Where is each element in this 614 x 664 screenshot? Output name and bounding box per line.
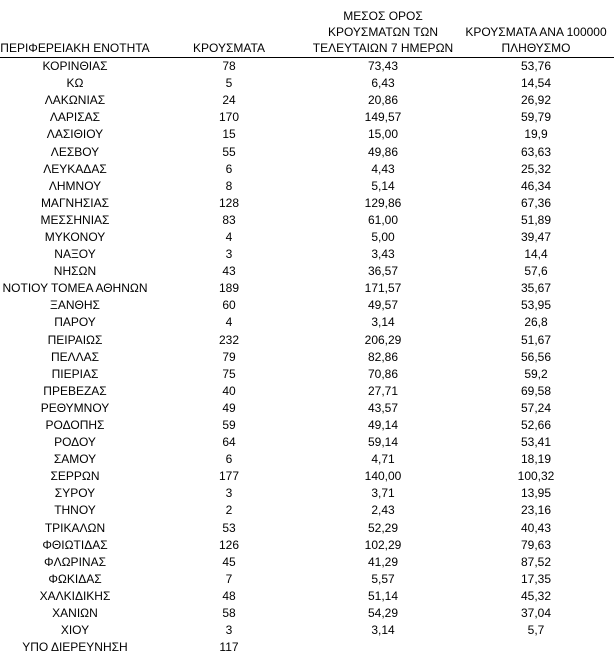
cell-region: ΣΑΜΟΥ [53,452,97,467]
table-row [0,332,614,349]
cell-avg7: 61,00 [367,212,399,227]
cell-cases: 7 [225,571,233,586]
header-avg7-label: ΜΕΣΟΣ ΟΡΟΣ ΚΡΟΥΣΜΑΤΩΝ ΤΩΝ ΤΕΛΕΥΤΑΙΩΝ 7 ΗΜΕΡΩΝ [312,9,454,55]
cell-cases: 8 [225,178,233,193]
cell-per100k: 53,76 [520,59,552,74]
cell-per100k: 87,52 [520,554,552,569]
cell-cases: 15 [222,127,236,142]
cell-avg7: 54,29 [367,606,399,621]
table-row [0,126,614,143]
table-row [0,605,614,622]
cell-per100k: 17,35 [520,571,552,586]
cell-region: ΠΕΙΡΑΙΩΣ [47,332,103,347]
cell-avg7: 3,43 [371,247,395,262]
cell-per100k: 39,47 [520,229,552,244]
header-cases [150,8,308,58]
cell-region: ΤΡΙΚΑΛΩΝ [44,520,106,535]
cell-cases: 117 [219,640,239,655]
cell-cases: 48 [222,588,236,603]
cell-cases: 4 [225,229,233,244]
cell-avg7: 82,86 [367,349,399,364]
cell-cases: 3 [225,623,233,638]
header-cases-label: ΚΡΟΥΣΜΑΤΑ [193,41,265,55]
cell-cases: 78 [222,59,236,74]
table-row [0,58,614,76]
cell-per100k: 57,24 [520,400,552,415]
cell-avg7: 49,86 [367,144,399,159]
cell-region: ΛΕΣΒΟΥ [50,144,100,159]
cell-cases: 58 [222,606,236,621]
cell-cases: 53 [222,520,236,535]
cell-avg7: 70,86 [367,366,399,381]
cell-region: ΡΕΘΥΜΝΟΥ [40,400,110,415]
cell-region: ΤΗΝΟΥ [54,503,96,518]
table-row [0,502,614,519]
cell-region: ΡΟΔΟΥ [54,435,96,450]
cell-avg7: 49,14 [367,418,399,433]
cell-per100k: 57,6 [524,264,548,279]
header-avg7 [308,8,458,58]
cell-avg7: 59,14 [367,435,399,450]
cell-cases: 43 [222,264,236,279]
cell-region: ΧΙΟΥ [60,623,90,638]
cell-region: ΡΟΔΟΠΗΣ [45,418,105,433]
cell-cases: 64 [222,435,236,450]
cell-avg7: 52,29 [367,520,399,535]
cell-cases: 40 [222,383,236,398]
cell-avg7: 49,57 [367,298,399,313]
cell-per100k: 26,8 [524,315,548,330]
cell-cases: 45 [222,554,236,569]
cell-per100k: 51,67 [520,332,552,347]
table-row [0,451,614,468]
cell-cases: 59 [222,418,236,433]
cell-avg7: 20,86 [367,93,399,108]
cell-cases: 4 [225,315,233,330]
table-body [0,58,614,657]
cell-per100k: 18,19 [520,452,552,467]
cell-per100k: 59,79 [520,110,552,125]
cell-avg7 [308,639,458,656]
cell-region: ΜΕΣΣΗΝΙΑΣ [40,212,110,227]
cell-per100k: 23,16 [520,503,552,518]
cell-avg7: 129,86 [364,195,402,210]
cell-avg7: 5,00 [371,229,395,244]
cell-avg7: 2,43 [371,503,395,518]
cell-region: ΝΟΤΙΟΥ ΤΟΜΕΑ ΑΘΗΝΩΝ [2,281,148,296]
cell-cases: 75 [222,366,236,381]
cell-region: ΚΟΡΙΝΘΙΑΣ [42,59,108,74]
cell-cases: 60 [222,298,236,313]
cell-region: ΝΑΞΟΥ [54,247,96,262]
cell-region: ΝΗΣΩΝ [53,264,97,279]
table-row [0,109,614,126]
cell-region: ΚΩ [66,76,84,91]
table-row [0,178,614,195]
table-row [0,75,614,92]
cell-avg7: 15,00 [367,127,399,142]
cell-cases: 177 [218,469,240,484]
table-row [0,229,614,246]
cell-per100k: 52,66 [520,418,552,433]
header-per100k-label: ΚΡΟΥΣΜΑΤΑ ΑΝΑ 100000 ΠΛΗΘΥΣΜΟ [465,25,607,55]
cell-cases: 128 [218,195,240,210]
table-row [0,485,614,502]
cell-region: ΣΕΡΡΩΝ [50,469,100,484]
table-row [0,468,614,485]
cell-cases: 232 [218,332,240,347]
cell-per100k: 56,56 [520,349,552,364]
cell-per100k: 59,2 [524,366,548,381]
table-row [0,537,614,554]
cell-avg7: 4,43 [371,161,395,176]
table-row [0,366,614,383]
cell-per100k: 100,32 [517,469,555,484]
cell-cases: 6 [225,452,233,467]
cell-avg7: 5,14 [371,178,395,193]
cell-per100k: 19,9 [524,127,548,142]
cell-avg7: 3,71 [371,486,395,501]
table-row [0,639,614,656]
table-row [0,383,614,400]
cell-region: ΠΡΕΒΕΖΑΣ [43,383,107,398]
cell-avg7: 4,71 [371,452,395,467]
cell-per100k: 35,67 [520,281,552,296]
cell-avg7: 206,29 [364,332,402,347]
cell-region: ΛΗΜΝΟΥ [48,178,102,193]
cell-per100k: 79,63 [520,537,552,552]
cell-region: ΦΛΩΡΙΝΑΣ [44,554,106,569]
cell-avg7: 140,00 [364,469,402,484]
table-row [0,588,614,605]
cell-avg7: 6,43 [371,76,395,91]
table-row [0,246,614,263]
cell-avg7: 51,14 [367,588,399,603]
table-row [0,280,614,297]
table-row [0,143,614,160]
cell-cases: 5 [225,76,233,91]
cell-avg7: 102,29 [364,537,402,552]
cell-avg7: 36,57 [367,264,399,279]
cell-region: ΛΑΣΙΘΙΟΥ [46,127,104,142]
cases-table [0,8,614,656]
cell-per100k: 46,34 [520,178,552,193]
cell-region: ΣΥΡΟΥ [54,486,96,501]
cell-region: ΠΕΛΛΑΣ [50,349,100,364]
cell-per100k: 53,95 [520,298,552,313]
table-row [0,263,614,280]
cell-region: ΠΑΡΟΥ [54,315,96,330]
cell-avg7: 41,29 [367,554,399,569]
cell-avg7: 43,57 [367,400,399,415]
cell-per100k: 25,32 [520,161,552,176]
header-region [0,8,150,58]
cell-per100k: 14,54 [520,76,552,91]
cell-cases: 126 [218,537,240,552]
cell-cases: 189 [218,281,240,296]
table-row [0,195,614,212]
table-row [0,554,614,571]
cell-region: ΧΑΝΙΩΝ [52,606,98,621]
cell-per100k: 67,36 [520,195,552,210]
table-row [0,520,614,537]
table-row [0,92,614,109]
cell-region: ΛΑΡΙΣΑΣ [49,110,101,125]
cell-per100k: 37,04 [520,606,552,621]
table-row [0,434,614,451]
cell-avg7: 3,14 [371,315,395,330]
cell-region: ΜΥΚΟΝΟΥ [44,229,106,244]
header-row [0,8,614,58]
cell-region: ΥΠΟ ΔΙΕΡΕΥΝΗΣΗ [22,640,128,655]
cell-avg7: 5,57 [371,571,395,586]
cell-cases: 3 [225,247,233,262]
cell-region: ΜΑΓΝΗΣΙΑΣ [40,195,110,210]
cell-cases: 49 [222,400,236,415]
table-row [0,161,614,178]
cell-per100k: 51,89 [520,212,552,227]
cell-avg7: 27,71 [367,383,399,398]
cell-avg7: 3,14 [371,623,395,638]
table-row [0,212,614,229]
table-row [0,622,614,639]
table-row [0,571,614,588]
cell-cases: 6 [225,161,233,176]
cell-region: ΛΑΚΩΝΙΑΣ [44,93,106,108]
cell-per100k: 5,7 [527,623,545,638]
table-row [0,417,614,434]
cell-region: ΠΙΕΡΙΑΣ [51,366,99,381]
header-region-label: ΠΕΡΙΦΕΡΕΙΑΚΗ ΕΝΟΤΗΤΑ [0,41,150,55]
cell-region: ΦΩΚΙΔΑΣ [48,571,102,586]
table-header [0,8,614,58]
cell-cases: 3 [225,486,233,501]
cell-cases: 83 [222,212,236,227]
cell-cases: 2 [225,503,233,518]
cell-region: ΦΘΙΩΤΙΔΑΣ [42,537,108,552]
table-row [0,400,614,417]
cell-cases: 24 [222,93,236,108]
cell-per100k: 69,58 [520,383,552,398]
cell-avg7: 149,57 [364,110,402,125]
cell-per100k: 53,41 [520,435,552,450]
cell-avg7: 73,43 [367,59,399,74]
cell-cases: 55 [222,144,236,159]
cell-per100k: 13,95 [520,486,552,501]
table-row [0,297,614,314]
table-row [0,314,614,331]
cell-per100k [458,639,614,656]
cell-region: ΧΑΛΚΙΔΙΚΗΣ [39,588,111,603]
cell-cases: 79 [222,349,236,364]
cell-per100k: 40,43 [520,520,552,535]
cell-per100k: 45,32 [520,588,552,603]
cell-avg7: 171,57 [364,281,402,296]
cell-per100k: 14,4 [524,247,548,262]
cell-per100k: 63,63 [520,144,552,159]
cell-cases: 170 [218,110,240,125]
cell-region: ΛΕΥΚΑΔΑΣ [43,161,107,176]
cell-region: ΞΑΝΘΗΣ [50,298,100,313]
header-per100k [458,8,614,58]
table-row [0,349,614,366]
cell-per100k: 26,92 [520,93,552,108]
